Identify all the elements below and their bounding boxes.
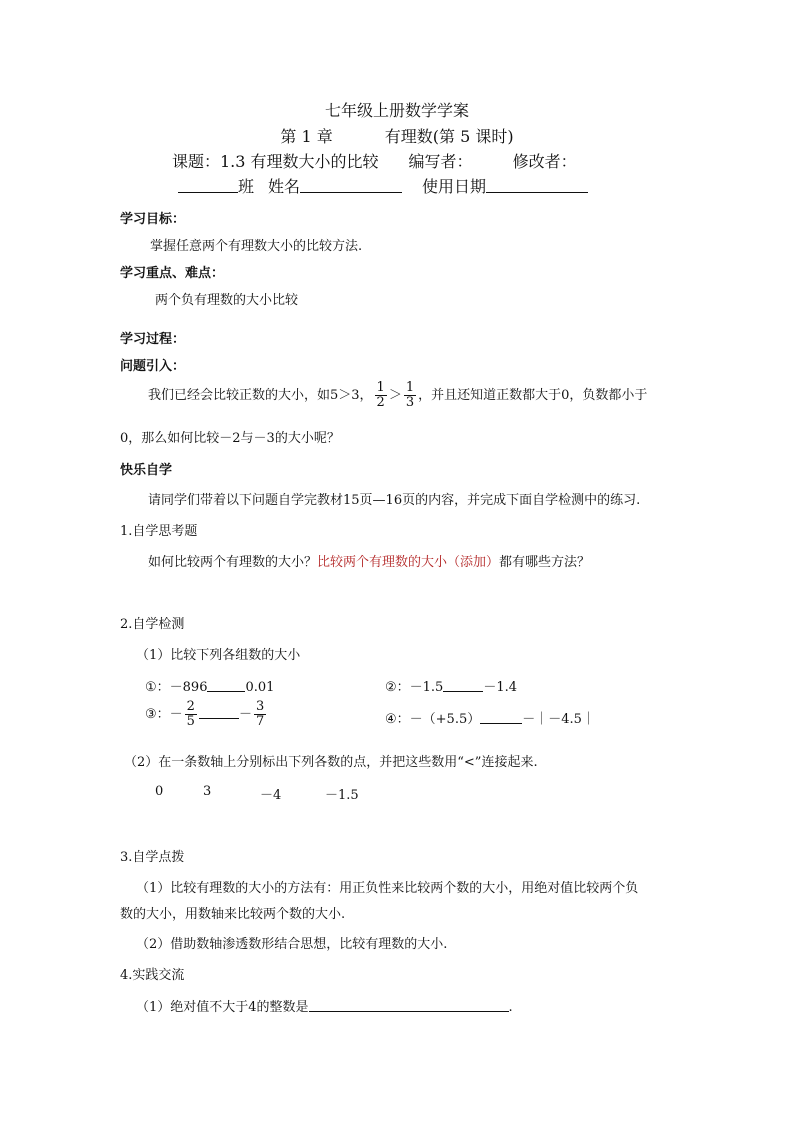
compare-item-2 <box>385 676 517 695</box>
q1-text-b: 都有哪些方法？ <box>499 555 591 570</box>
number-0: 0 <box>155 784 164 799</box>
compare-item-1 <box>145 676 274 695</box>
item4-left: ④：－（+5.5） <box>385 712 481 727</box>
intro-text-a: 我们已经会比较正数的大小，如5＞3， <box>148 388 373 403</box>
item2-blank[interactable] <box>443 677 483 692</box>
date-label: 使用日期 <box>422 177 487 196</box>
fraction-one-third <box>404 381 416 410</box>
q2-sub1: （1）比较下列各组数的大小 <box>136 648 301 663</box>
author-label: 编写者： <box>408 152 473 171</box>
chapter-number: 第 1 章 <box>280 127 333 146</box>
item4-right: －｜－4.5｜ <box>522 712 595 727</box>
student-info-line <box>178 174 588 197</box>
q3-p2: （2）借助数轴渗透数形结合思想，比较有理数的大小. <box>136 937 448 952</box>
q3-heading: 3.自学点拨 <box>120 850 185 865</box>
item1-blank[interactable] <box>207 677 245 692</box>
fraction-three-sevenths <box>254 700 266 729</box>
fraction-one-half <box>375 381 387 410</box>
item3-label: ③：－ <box>145 707 183 722</box>
date-blank[interactable] <box>486 178 588 193</box>
item1-left: ①：－896 <box>145 680 208 695</box>
number-3: 3 <box>203 784 212 799</box>
selfstudy-text: 请同学们带着以下问题自学完教材15页—16页的内容，并完成下面自学检测中的练习. <box>148 493 641 508</box>
q4-sub1-text: （1）绝对值不大于4的整数是 <box>136 1000 309 1015</box>
fraction-denominator: 2 <box>376 395 385 410</box>
goals-text: 掌握任意两个有理数大小的比较方法. <box>150 239 363 254</box>
intro-paragraph-line1 <box>148 378 647 414</box>
q4-heading: 4.实践交流 <box>120 968 185 983</box>
q1-added-text: 比较两个有理数的大小（添加） <box>317 555 500 570</box>
item3-minus: － <box>238 707 252 722</box>
q4-period: . <box>508 1000 513 1015</box>
chapter-topic: 有理数(第 5 课时) <box>384 127 514 146</box>
chapter-line <box>0 124 794 147</box>
item1-right: 0.01 <box>245 680 275 695</box>
q4-sub1 <box>136 996 513 1015</box>
goals-heading: 学习目标： <box>120 212 186 227</box>
document-title: 七年级上册数学学案 <box>324 101 469 120</box>
q3-p1-line2: 数的大小，用数轴来比较两个数的大小. <box>120 907 346 922</box>
q2-sub2: （2）在一条数轴上分别标出下列各数的点，并把这些数用“<”连接起来. <box>124 755 538 770</box>
greater-than-sign: ＞ <box>388 388 402 403</box>
intro-heading: 问题引入： <box>120 359 186 374</box>
q2-heading: 2.自学检测 <box>120 617 185 632</box>
fraction-denominator: 7 <box>255 714 265 729</box>
item2-right: －1.4 <box>483 680 518 695</box>
fraction-numerator: 3 <box>255 699 265 714</box>
name-blank[interactable] <box>300 178 402 193</box>
selfstudy-heading: 快乐自学 <box>120 463 173 478</box>
editor-label: 修改者： <box>512 152 577 171</box>
number-neg4: －4 <box>260 788 282 803</box>
item3-blank[interactable] <box>199 704 239 719</box>
keypoints-heading: 学习重点、难点： <box>120 266 225 281</box>
item2-left: ②：－1.5 <box>385 680 444 695</box>
fraction-denominator: 3 <box>405 395 415 410</box>
keypoints-text: 两个负有理数的大小比较 <box>155 293 299 308</box>
fraction-numerator: 1 <box>376 380 385 395</box>
item4-blank[interactable] <box>480 709 522 724</box>
fraction-numerator: 1 <box>405 380 415 395</box>
compare-item-4 <box>385 708 595 727</box>
intro-text-b: ，并且还知道正数都大于0，负数都小于 <box>418 388 648 403</box>
fraction-numerator: 2 <box>186 699 195 714</box>
q3-p1-line1: （1）比较有理数的大小的方法有：用正负性来比较两个数的大小，用绝对值比较两个负 <box>136 881 639 896</box>
compare-item-3 <box>145 697 268 733</box>
fraction-two-fifths <box>185 700 197 729</box>
process-heading: 学习过程： <box>120 332 186 347</box>
q1-heading: 1.自学思考题 <box>120 524 198 539</box>
q1-text <box>148 551 590 570</box>
fraction-denominator: 5 <box>186 714 195 729</box>
intro-paragraph-line2: 0，那么如何比较－2与－3的大小呢？ <box>120 431 340 446</box>
class-blank[interactable] <box>178 178 238 193</box>
q1-text-a: 如何比较两个有理数的大小？ <box>148 555 318 570</box>
name-label: 姓名 <box>268 177 301 196</box>
class-label: 班 <box>238 177 255 196</box>
lesson-title: 课题：1.3 有理数大小的比较 <box>172 152 379 171</box>
lesson-line <box>172 149 577 172</box>
q4-answer-blank[interactable] <box>309 997 509 1012</box>
number-neg1-5: －1.5 <box>325 788 359 803</box>
